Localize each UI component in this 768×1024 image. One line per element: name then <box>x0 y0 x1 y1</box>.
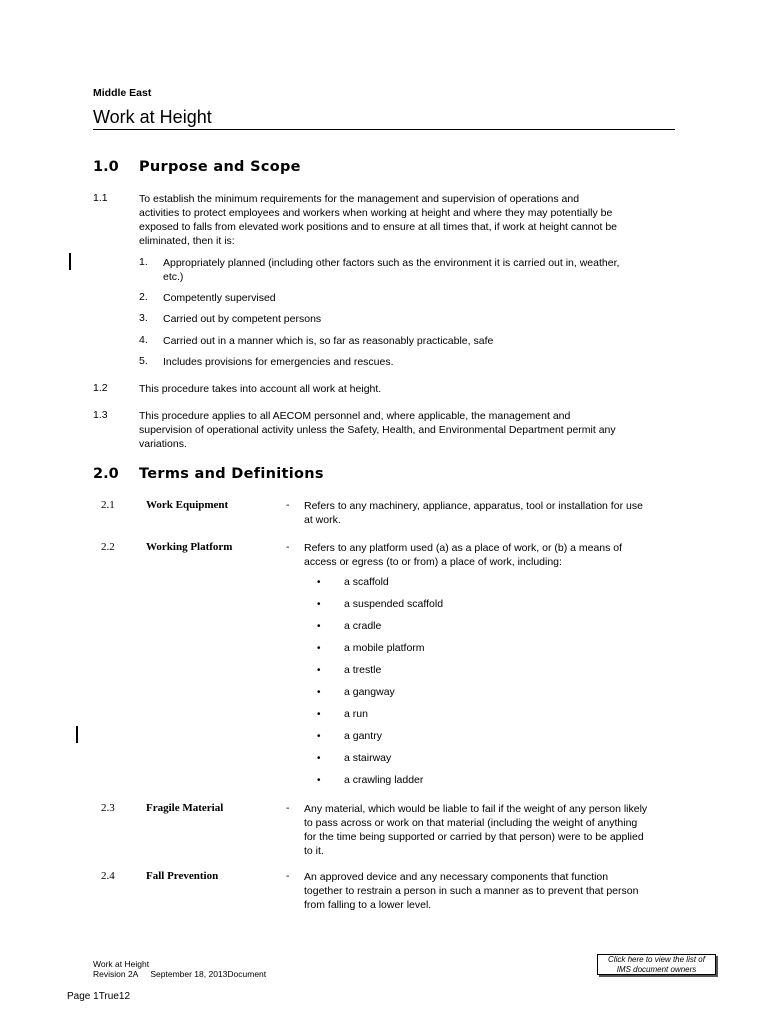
ims-document-owners-link[interactable] <box>597 954 716 975</box>
bullet-item: a crawling ladder <box>344 774 424 786</box>
def-term: Fragile Material <box>146 802 224 814</box>
para-line: variations. <box>139 438 187 450</box>
para-1-3-text <box>139 409 616 451</box>
bullet-icon: • <box>317 709 321 720</box>
def-term: Working Platform <box>146 541 233 553</box>
section-1-number: 1.0 <box>93 159 119 175</box>
list-number: 3. <box>139 312 148 324</box>
list-number: 5. <box>139 355 148 367</box>
def-line: at work. <box>304 514 341 526</box>
def-line: for the time being supported or carried by that person) were to be applied <box>304 831 644 843</box>
list-number: 4. <box>139 334 148 346</box>
footer-doc-name: Work at Height <box>93 959 150 969</box>
bullet-icon: • <box>317 775 321 786</box>
section-1-title: Purpose and Scope <box>139 159 301 175</box>
list-item: Includes provisions for emergencies and rescues. <box>163 356 394 368</box>
bullet-item: a cradle <box>344 620 382 632</box>
bullet-icon: • <box>317 577 321 588</box>
def-line: Any material, which would be liable to fail if the weight of any person likely <box>304 803 648 815</box>
footer-date: September 18, 2013 <box>150 969 228 979</box>
page-number: Page 1True12 <box>67 991 131 1002</box>
def-line: Refers to any platform used (a) as a place of work, or (b) a means of <box>304 542 623 554</box>
list-number: 1. <box>139 256 148 268</box>
para-1-3-number: 1.3 <box>93 409 108 421</box>
bullet-icon: • <box>317 621 321 632</box>
def-line: An approved device and any necessary components that function <box>304 871 609 883</box>
def-line: Refers to any machinery, appliance, apparatus, tool or installation for use <box>304 500 643 512</box>
list-item <box>163 256 619 284</box>
footer-revision-line <box>93 969 266 979</box>
para-line: supervision of operational activity unless the Safety, Health, and Environmental Department permit any <box>139 424 616 436</box>
revision-change-bar <box>76 726 78 743</box>
para-line: exposed to falls from elevated work positions and to ensure at all times that, if work at height cannot be <box>139 221 618 233</box>
def-text <box>304 499 684 527</box>
bullet-item: a trestle <box>344 664 382 676</box>
region-label: Middle East <box>93 87 152 99</box>
title-underline <box>93 129 675 130</box>
bullet-icon: • <box>317 753 321 764</box>
para-1-1-text <box>139 192 617 248</box>
def-text <box>304 870 684 912</box>
section-2-title: Terms and Definitions <box>139 466 324 482</box>
bullet-item: a mobile platform <box>344 642 425 654</box>
owners-link-line: IMS document owners <box>616 964 697 974</box>
def-dash: - <box>286 499 290 511</box>
def-text <box>304 541 684 569</box>
owners-link-line: Click here to view the list of <box>608 955 705 964</box>
list-number: 2. <box>139 291 148 303</box>
para-line: This procedure applies to all AECOM personnel and, where applicable, the management and <box>139 410 571 422</box>
def-term: Work Equipment <box>146 499 229 511</box>
def-dash: - <box>286 870 290 882</box>
bullet-icon: • <box>317 687 321 698</box>
para-1-1-number: 1.1 <box>93 192 108 204</box>
def-line: access or egress (to or from) a place of work, including: <box>304 556 562 568</box>
document-title: Work at Height <box>93 107 212 127</box>
def-line: to pass across or work on that material (including the weight of anything <box>304 817 638 829</box>
bullet-item: a stairway <box>344 752 392 764</box>
footer-revision: Revision 2A <box>93 969 139 979</box>
def-text <box>304 802 684 858</box>
def-line: together to restrain a person in such a manner as to prevent that person <box>304 885 639 897</box>
bullet-item: a suspended scaffold <box>344 598 444 610</box>
def-line: to it. <box>304 845 324 857</box>
bullet-item: a run <box>344 708 368 720</box>
bullet-icon: • <box>317 599 321 610</box>
bullet-icon: • <box>317 643 321 654</box>
bullet-item: a gantry <box>344 730 382 742</box>
section-2-number: 2.0 <box>93 466 119 482</box>
list-item-line: Appropriately planned (including other factors such as the environment it is carried out in, weather, <box>163 257 620 269</box>
list-item-line: etc.) <box>163 271 184 283</box>
def-number: 2.2 <box>101 541 115 553</box>
def-term: Fall Prevention <box>146 870 219 882</box>
bullet-icon: • <box>317 665 321 676</box>
para-1-2-text: This procedure takes into account all work at height. <box>139 383 382 395</box>
list-item: Competently supervised <box>163 292 276 304</box>
revision-change-bar <box>69 253 71 270</box>
def-number: 2.3 <box>101 802 115 814</box>
para-line: eliminated, then it is: <box>139 235 235 247</box>
list-item: Carried out by competent persons <box>163 313 322 325</box>
list-item: Carried out in a manner which is, so far as reasonably practicable, safe <box>163 335 494 347</box>
para-1-2-number: 1.2 <box>93 382 108 394</box>
def-number: 2.1 <box>101 499 115 511</box>
def-line: from falling to a lower level. <box>304 899 432 911</box>
def-dash: - <box>286 541 290 553</box>
bullet-item: a scaffold <box>344 576 389 588</box>
para-line: To establish the minimum requirements for the management and supervision of operations and <box>139 193 580 205</box>
footer-doc-label: Document <box>227 969 267 979</box>
para-line: activities to protect employees and workers when working at height and where they may potentially be <box>139 207 613 219</box>
def-number: 2.4 <box>101 870 115 882</box>
def-dash: - <box>286 802 290 814</box>
bullet-item: a gangway <box>344 686 395 698</box>
bullet-icon: • <box>317 731 321 742</box>
